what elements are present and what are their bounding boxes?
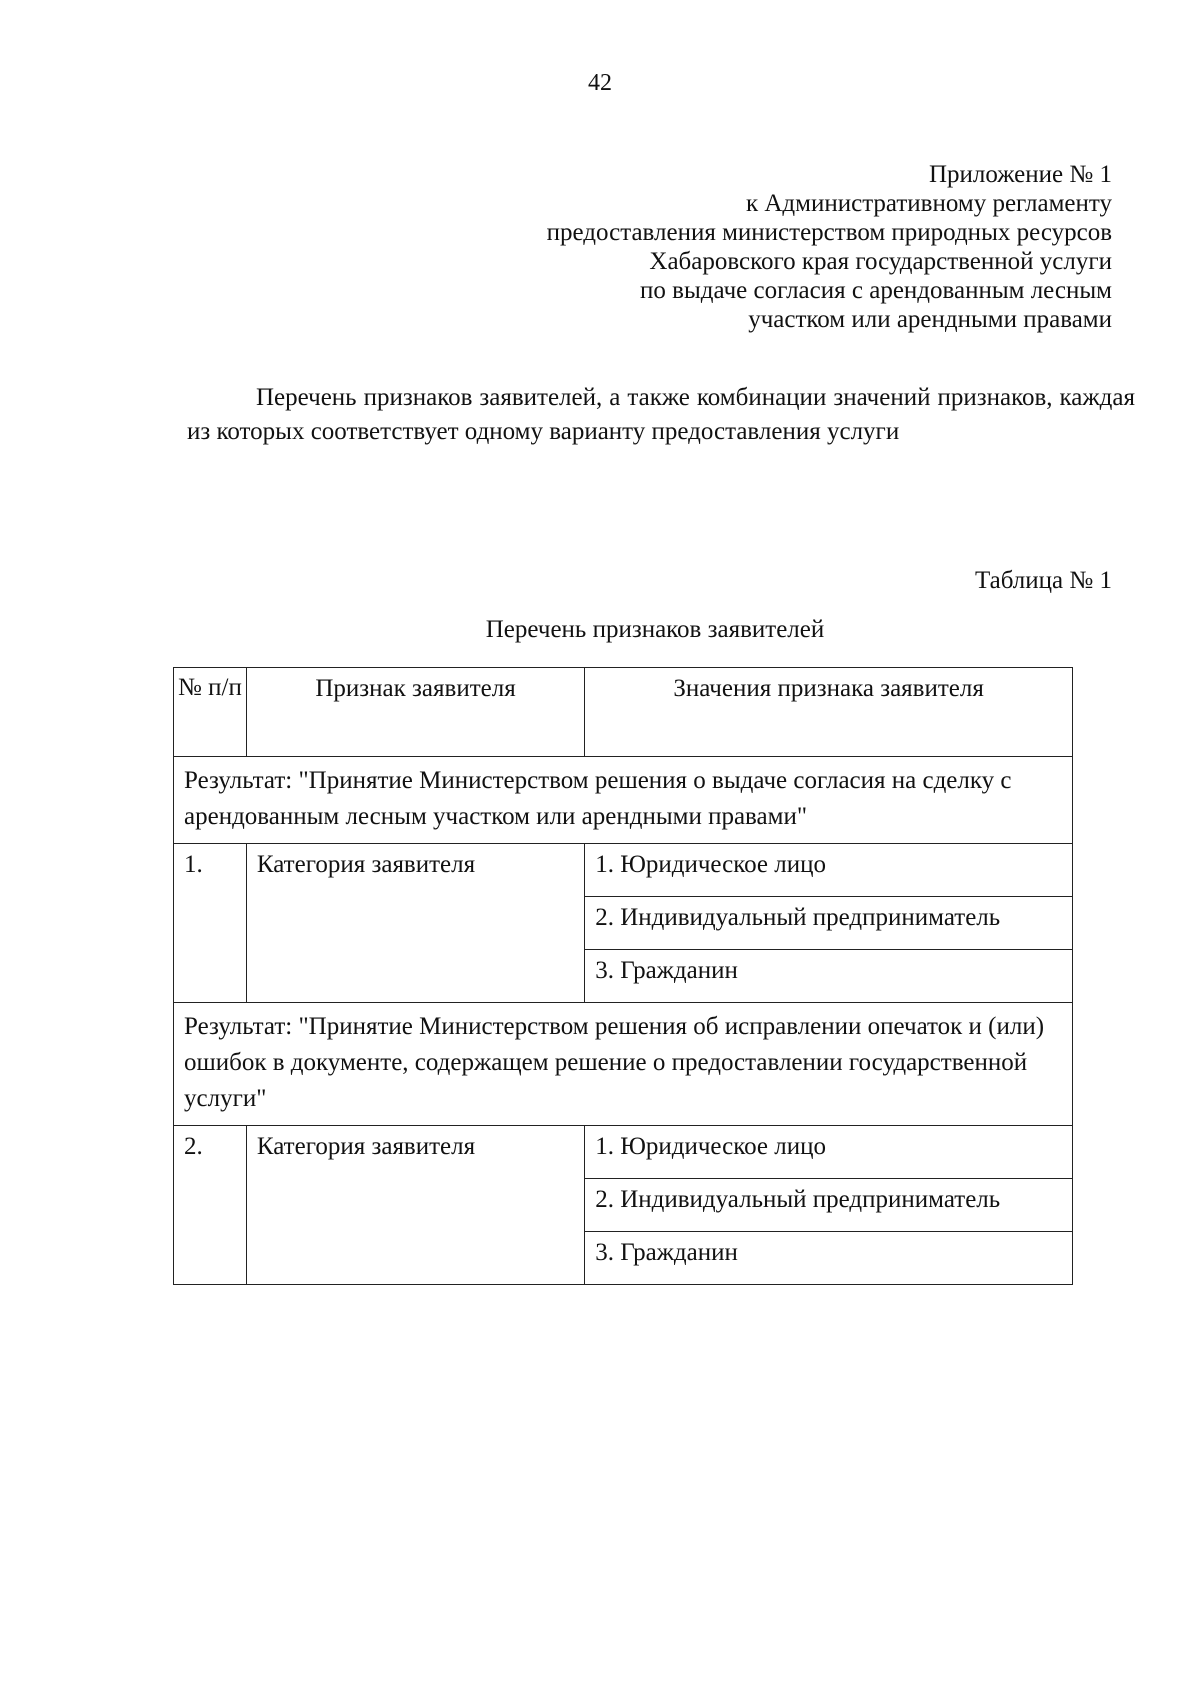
header-values: Значения признака заявителя (585, 668, 1073, 757)
result-cell: Результат: "Принятие Министерством решения об исправлении опечаток и (или) ошибок в документе, содержащем решение о предоставлении государственной услуги" (174, 1003, 1073, 1126)
value-cell: 2. Индивидуальный предприниматель (585, 1179, 1073, 1232)
header-attribute: Признак заявителя (246, 668, 584, 757)
value-cell: 2. Индивидуальный предприниматель (585, 897, 1073, 950)
appendix-line: по выдаче согласия с арендованным лесным (640, 277, 1112, 304)
intro-paragraph: Перечень признаков заявителей, а также комбинации значений признаков, каждая из которых соответствует одному варианту предоставления услуги (187, 384, 1135, 445)
table-row (174, 1126, 1073, 1179)
value-cell: 3. Гражданин (585, 950, 1073, 1003)
attribute-cell: Категория заявителя (246, 1126, 584, 1285)
criteria-table (173, 667, 1073, 1285)
page-number: 42 (588, 70, 612, 96)
appendix-line: Хабаровского края государственной услуги (649, 248, 1112, 275)
value-cell: 1. Юридическое лицо (585, 844, 1073, 897)
value-cell: 1. Юридическое лицо (585, 1126, 1073, 1179)
table-number: Таблица № 1 (974, 567, 1112, 594)
result-row (174, 1003, 1073, 1126)
appendix-line: Приложение № 1 (928, 161, 1112, 188)
appendix-line: участком или арендными правами (748, 306, 1112, 333)
result-cell: Результат: "Принятие Министерством решения о выдаче согласия на сделку с арендованным лесным участком или арендными правами" (174, 757, 1073, 844)
table-header-row (174, 668, 1073, 757)
value-cell: 3. Гражданин (585, 1232, 1073, 1285)
row-number: 2. (174, 1126, 247, 1285)
table-row (174, 844, 1073, 897)
appendix-line: предоставления министерством природных ресурсов (546, 219, 1112, 246)
header-num: № п/п (174, 668, 247, 757)
row-number: 1. (174, 844, 247, 1003)
table-title: Перечень признаков заявителей (485, 616, 825, 643)
appendix-line: к Административному регламенту (745, 190, 1112, 217)
result-row (174, 757, 1073, 844)
attribute-cell: Категория заявителя (246, 844, 584, 1003)
appendix-header (547, 160, 1112, 334)
